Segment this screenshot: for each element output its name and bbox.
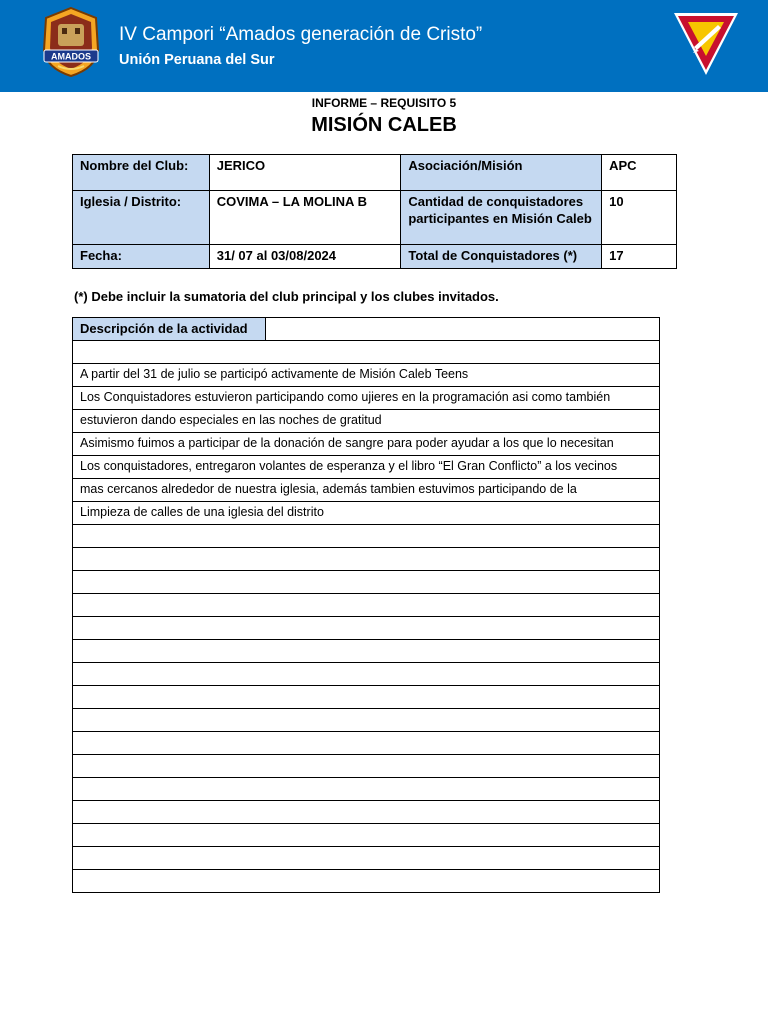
church-label: Iglesia / Distrito: [73,191,210,245]
activity-line: estuvieron dando especiales en las noches de gratitud [73,410,660,433]
activity-header-row [73,318,660,341]
logo-text: AMADOS [51,51,91,62]
mission-title: MISIÓN CALEB [311,114,457,136]
activity-row [73,617,660,640]
activity-row [73,847,660,870]
activity-line [73,686,660,709]
activity-line: Los Conquistadores estuvieron participando como ujieres en la programación asi como también [73,387,660,410]
activity-line [73,640,660,663]
activity-row [73,778,660,801]
report-label: INFORME – REQUISITO 5 [311,96,457,110]
date-label: Fecha: [73,245,210,269]
event-title: IV Campori “Amados generación de Cristo” [119,24,483,45]
activity-row [73,801,660,824]
club-value: JERICO [209,155,401,191]
activity-header: Descripción de la actividad [73,318,266,341]
activity-row [73,548,660,571]
activity-row [73,663,660,686]
union-name: Unión Peruana del Sur [119,52,275,68]
activity-row [73,387,660,410]
activity-row [73,824,660,847]
activity-row [73,433,660,456]
info-row-date [73,245,677,269]
activity-line [73,778,660,801]
activity-line [73,571,660,594]
activity-row [73,732,660,755]
total-value: 17 [602,245,677,269]
activity-line: Asimismo fuimos a participar de la donación de sangre para poder ayudar a los que lo necesitan [73,433,660,456]
footnote: (*) Debe incluir la sumatoria del club principal y los clubes invitados. [74,289,499,304]
activity-line [73,847,660,870]
activity-line [73,341,660,364]
activity-line [73,617,660,640]
activity-line [73,663,660,686]
activity-line [73,548,660,571]
activity-row [73,571,660,594]
activity-row [73,594,660,617]
activity-row [73,709,660,732]
activity-header-blank [266,318,660,341]
activity-row [73,341,660,364]
activity-line: Los conquistadores, entregaron volantes de esperanza y el libro “El Gran Conflicto” a los vecinos [73,456,660,479]
activity-line: A partir del 31 de julio se participó activamente de Misión Caleb Teens [73,364,660,387]
activity-line [73,755,660,778]
church-value: COVIMA – LA MOLINA B [209,191,401,245]
activity-row [73,502,660,525]
club-label: Nombre del Club: [73,155,210,191]
activity-row [73,364,660,387]
activity-line [73,824,660,847]
total-label: Total de Conquistadores (*) [401,245,602,269]
activity-row [73,755,660,778]
activity-line [73,801,660,824]
activity-row [73,456,660,479]
activity-row [73,640,660,663]
date-value: 31/ 07 al 03/08/2024 [209,245,401,269]
activity-line: mas cercanos alrededor de nuestra iglesia, además tambien estuvimos participando de la [73,479,660,502]
header-banner [0,0,768,92]
pathfinder-emblem-icon [672,11,740,77]
club-info-table [72,154,677,269]
activity-line [73,525,660,548]
activity-line [73,709,660,732]
activity-line [73,594,660,617]
activity-row [73,525,660,548]
activity-row [73,410,660,433]
activity-row [73,686,660,709]
association-label: Asociación/Misión [401,155,602,191]
info-row-club [73,155,677,191]
activity-line: Limpieza de calles de una iglesia del distrito [73,502,660,525]
activity-line [73,870,660,893]
info-row-church [73,191,677,245]
activity-table [72,317,660,893]
camporee-logo-icon [40,6,102,78]
association-value: APC [602,155,677,191]
activity-line [73,732,660,755]
participants-value: 10 [602,191,677,245]
activity-row [73,479,660,502]
activity-row [73,870,660,893]
participants-label: Cantidad de conquistadores participantes en Misión Caleb [401,191,602,245]
